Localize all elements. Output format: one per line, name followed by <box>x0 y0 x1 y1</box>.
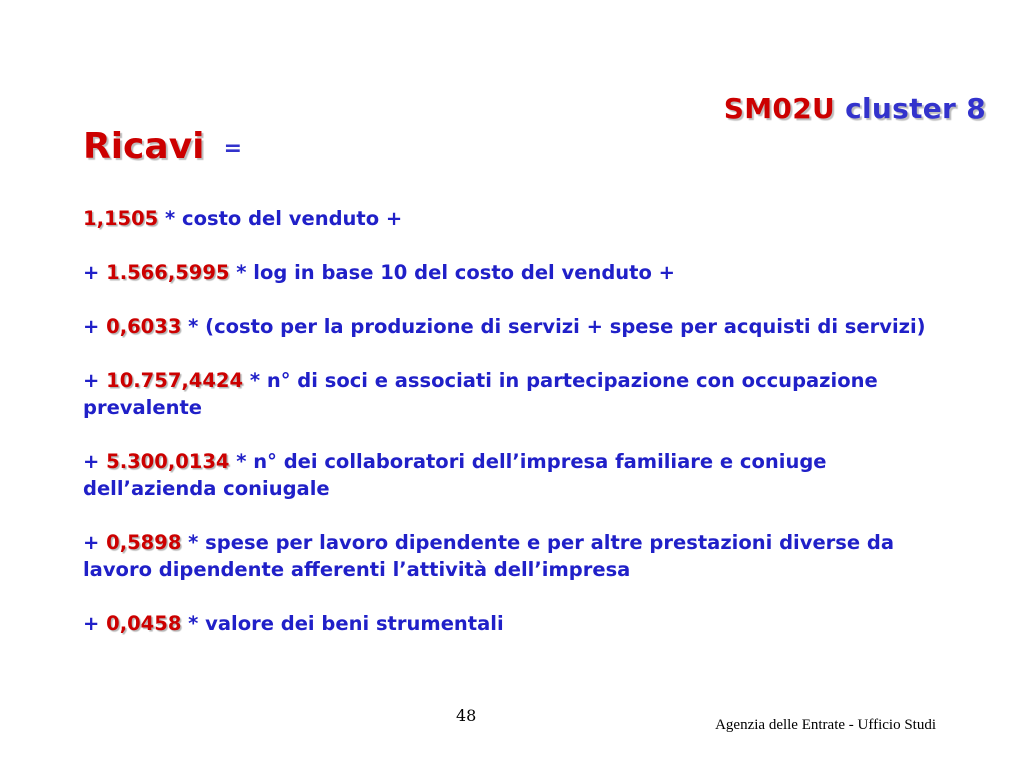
formula-term <box>83 313 963 340</box>
term-prefix: + <box>83 612 107 635</box>
term-coefficient: 0,5898 <box>106 531 182 554</box>
footer-organization: Agenzia delle Entrate - Ufficio Studi <box>715 717 936 733</box>
term-prefix: + <box>83 369 107 392</box>
formula-heading <box>83 126 242 167</box>
term-text: * log in base 10 del costo del venduto + <box>229 261 676 284</box>
term-text: * valore dei beni strumentali <box>181 612 504 635</box>
formula-term <box>83 205 963 232</box>
term-prefix: + <box>83 261 107 284</box>
formula-term <box>83 367 963 421</box>
term-coefficient: 10.757,4424 <box>106 369 244 392</box>
formula-term <box>83 529 963 583</box>
formula-terms <box>83 205 963 664</box>
term-coefficient: 5.300,0134 <box>106 450 230 473</box>
formula-term <box>83 610 963 637</box>
term-text: * n° di soci e associati in partecipazione con occupazione prevalente <box>83 369 878 419</box>
term-coefficient: 1,1505 <box>83 207 159 230</box>
term-text: * n° dei collaboratori dell’impresa familiare e coniuge dell’azienda coniugale <box>83 450 827 500</box>
term-text: * spese per lavoro dipendente e per altre prestazioni diverse da lavoro dipendente afferenti l’attività dell’impresa <box>83 531 895 581</box>
term-coefficient: 0,0458 <box>106 612 182 635</box>
heading-equals: = <box>223 136 243 161</box>
term-text: * costo del venduto + <box>158 207 403 230</box>
heading-word: Ricavi <box>83 126 205 167</box>
term-prefix: + <box>83 450 107 473</box>
term-prefix: + <box>83 531 107 554</box>
cluster-label: cluster 8 <box>845 92 986 125</box>
formula-term <box>83 259 963 286</box>
slide-title-code <box>724 92 986 125</box>
term-coefficient: 1.566,5995 <box>106 261 230 284</box>
model-code: SM02U <box>723 92 836 125</box>
page-number: 48 <box>456 706 477 725</box>
term-text: * (costo per la produzione di servizi + spese per acquisti di servizi) <box>181 315 926 338</box>
term-coefficient: 0,6033 <box>106 315 182 338</box>
term-prefix: + <box>83 315 107 338</box>
formula-term <box>83 448 963 502</box>
